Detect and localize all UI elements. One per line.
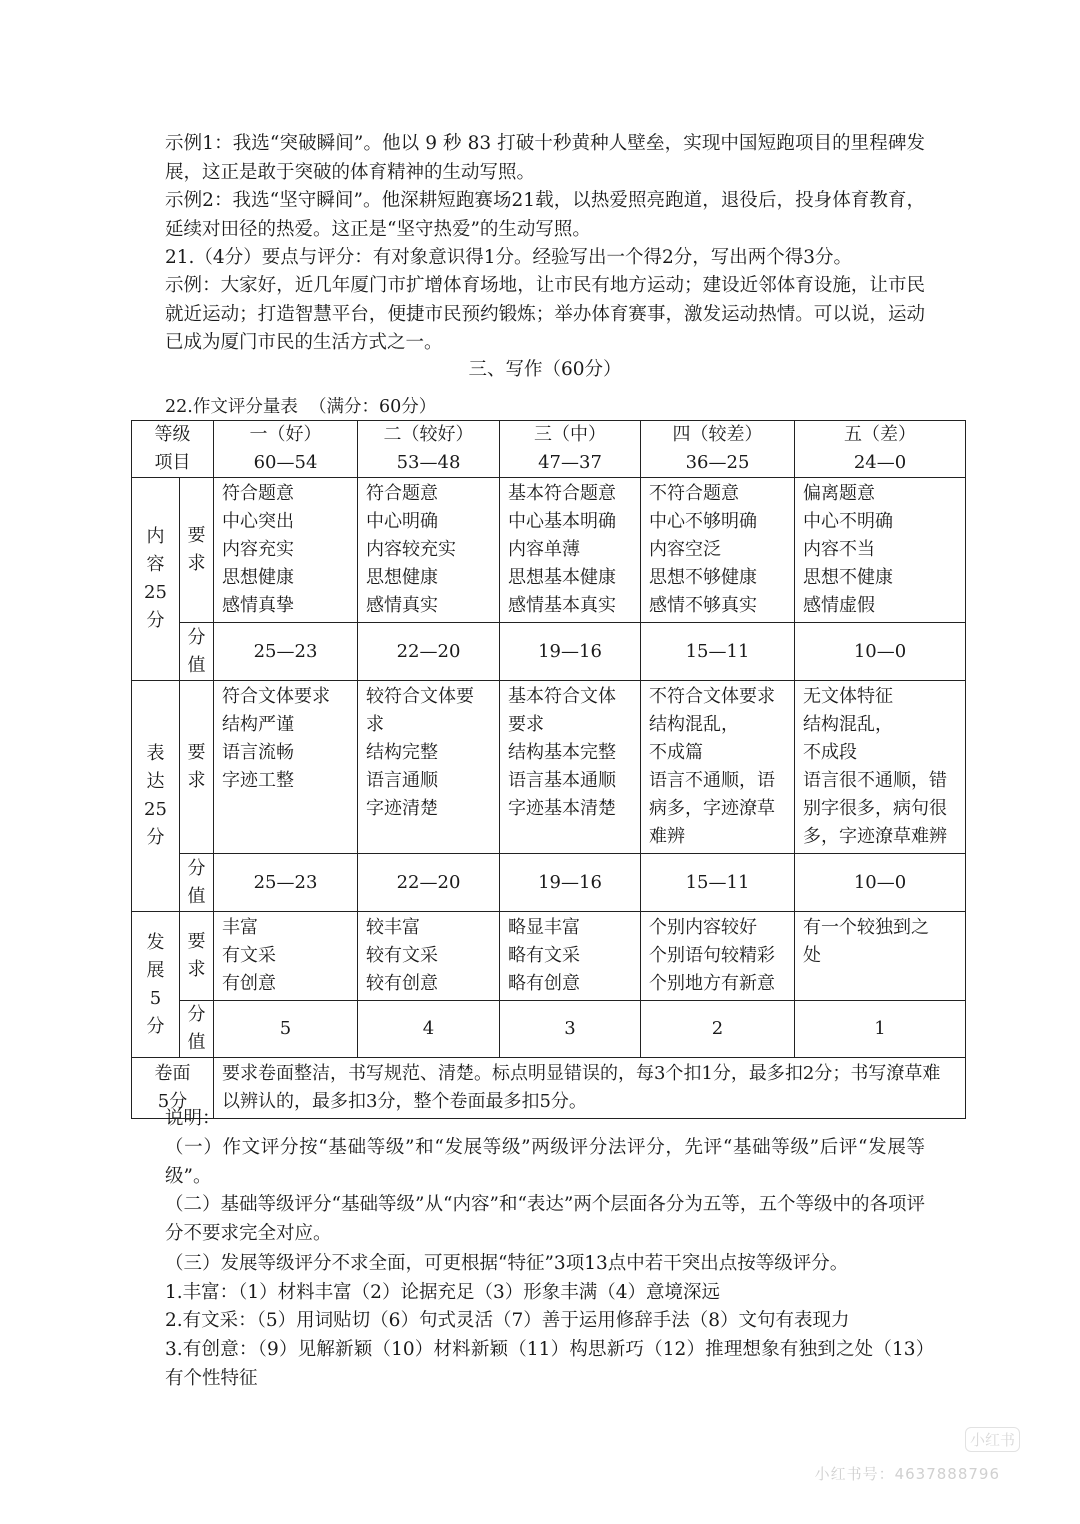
development-scores-row — [132, 1001, 966, 1058]
content-score-5: 10—0 — [795, 623, 966, 681]
development-score-label: 分 值 — [180, 1001, 214, 1058]
development-level-2: 较丰富 较有文采 较有创意 — [358, 912, 500, 1001]
development-level-5: 有一个较独到之 处 — [795, 912, 966, 1001]
corner-cell — [132, 421, 214, 478]
note-3: （三）发展等级评分不求全面，可更根据“特征”3项13点中若干突出点按等级评分。 — [165, 1253, 849, 1274]
development-category-label: 发 展 5 分 — [132, 912, 180, 1058]
expression-level-3: 基本符合文体 要求 结构基本完整 语言基本通顺 字迹基本清楚 — [500, 681, 641, 854]
expression-score-2: 22—20 — [358, 854, 500, 912]
neatness-text: 要求卷面整洁，书写规范、清楚。标点明显错误的，每3个扣1分，最多扣2分；书写潦草难以辨认的，最多扣3分，整个卷面最多扣5分。 — [214, 1058, 966, 1119]
note-creative: 3.有创意：（9）见解新颖（10）材料新颖（11）构思新巧（12）推理想象有独到之处（13）有个性特征 — [165, 1339, 925, 1389]
development-level-1: 丰富 有文采 有创意 — [214, 912, 358, 1001]
expression-category-label: 表 达 25 分 — [132, 681, 180, 912]
expression-level-2: 较符合文体要 求 结构完整 语言通顺 字迹清楚 — [358, 681, 500, 854]
development-score-5: 1 — [795, 1001, 966, 1058]
example-2: 示例2：我选“坚守瞬间”。他深耕短跑赛场21载，以热爱照亮跑道，退役后，投身体育教育，延续对田径的热爱。这正是“坚守热爱”的生动写照。 — [165, 190, 925, 240]
watermark-text: 小红书号：4637888796 — [814, 1465, 1000, 1483]
development-requirements-row — [132, 912, 966, 1001]
level-4-header: 四（较差） 36—25 — [641, 421, 795, 478]
level-3-header: 三（中） 47—37 — [500, 421, 641, 478]
development-score-1: 5 — [214, 1001, 358, 1058]
content-score-label: 分 值 — [180, 623, 214, 681]
scoring-rubric-table — [131, 420, 966, 1119]
note-literary: 2.有文采：（5）用词贴切（6）句式灵活（7）善于运用修辞手法（8）文句有表现力 — [165, 1310, 850, 1331]
question-21-example: 示例：大家好，近几年厦门市扩增体育场地，让市民有地方运动；建设近邻体育设施，让市民就近运动；打造智慧平台，便捷市民预约锻炼；举办体育赛事，激发运动热情。可以说，运动已成为厦门市民的生活方式之一。 — [165, 275, 925, 353]
development-score-2: 4 — [358, 1001, 500, 1058]
expression-scores-row — [132, 854, 966, 912]
content-level-5: 偏离题意 中心不明确 内容不当 思想不健康 感情虚假 — [795, 478, 966, 623]
content-score-3: 19—16 — [500, 623, 641, 681]
expression-score-1: 25—23 — [214, 854, 358, 912]
content-requirements-row — [132, 478, 966, 623]
content-scores-row — [132, 623, 966, 681]
development-level-3: 略显丰富 略有文采 略有创意 — [500, 912, 641, 1001]
content-level-4: 不符合题意 中心不够明确 内容空泛 思想不够健康 感情不够真实 — [641, 478, 795, 623]
note-rich: 1.丰富：（1）材料丰富（2）论据充足（3）形象丰满（4）意境深远 — [165, 1282, 720, 1303]
content-level-1: 符合题意 中心突出 内容充实 思想健康 感情真挚 — [214, 478, 358, 623]
expression-requirement-label: 要 求 — [180, 681, 214, 854]
development-requirement-label: 要 求 — [180, 912, 214, 1001]
watermark-logo: 小红书 — [965, 1427, 1020, 1452]
neatness-label: 卷面 5分 — [132, 1058, 214, 1119]
content-requirement-label: 要 求 — [180, 478, 214, 623]
content-score-4: 15—11 — [641, 623, 795, 681]
development-score-4: 2 — [641, 1001, 795, 1058]
header-row — [132, 421, 966, 478]
expression-score-3: 19—16 — [500, 854, 641, 912]
expression-level-4: 不符合文体要求 结构混乱， 不成篇 语言不通顺，语 病多，字迹潦草 难辨 — [641, 681, 795, 854]
corner-top-label: 等级 — [154, 424, 191, 445]
development-level-4: 个别内容较好 个别语句较精彩 个别地方有新意 — [641, 912, 795, 1001]
note-2: （二）基础等级评分“基础等级”从“内容”和“表达”两个层面各分为五等，五个等级中的各项评分不要求完全对应。 — [165, 1194, 925, 1244]
level-1-header: 一（好） 60—54 — [214, 421, 358, 478]
content-score-2: 22—20 — [358, 623, 500, 681]
expression-score-label: 分 值 — [180, 854, 214, 912]
level-5-header: 五（差） 24—0 — [795, 421, 966, 478]
expression-score-4: 15—11 — [641, 854, 795, 912]
content-score-1: 25—23 — [214, 623, 358, 681]
expression-score-5: 10—0 — [795, 854, 966, 912]
content-level-3: 基本符合题意 中心基本明确 内容单薄 思想基本健康 感情基本真实 — [500, 478, 641, 623]
development-score-3: 3 — [500, 1001, 641, 1058]
expression-level-5: 无文体特征 结构混乱， 不成段 语言很不通顺，错 别字很多，病句很 多，字迹潦草难辨 — [795, 681, 966, 854]
note-1: （一）作文评分按“基础等级”和“发展等级”两级评分法评分，先评“基础等级”后评“发展等级”。 — [165, 1137, 925, 1187]
content-category-label: 内 容 25 分 — [132, 478, 180, 681]
section-title: 三、写作（60分） — [468, 359, 622, 380]
example-1: 示例1：我选“突破瞬间”。他以 9 秒 83 打破十秒黄种人壁垒，实现中国短跑项目的里程碑发展，这正是敢于突破的体育精神的生动写照。 — [165, 133, 925, 183]
table-caption: 22.作文评分量表 （满分：60分） — [165, 397, 437, 417]
question-21-scoring: 21.（4分）要点与评分：有对象意识得1分。经验写出一个得2分，写出两个得3分。 — [165, 247, 853, 268]
level-2-header: 二（较好） 53—48 — [358, 421, 500, 478]
expression-requirements-row — [132, 681, 966, 854]
content-level-2: 符合题意 中心明确 内容较充实 思想健康 感情真实 — [358, 478, 500, 623]
expression-level-1: 符合文体要求 结构严谨 语言流畅 字迹工整 — [214, 681, 358, 854]
notes-heading: 说明： — [165, 1108, 221, 1129]
corner-bottom-label: 项目 — [154, 452, 191, 473]
